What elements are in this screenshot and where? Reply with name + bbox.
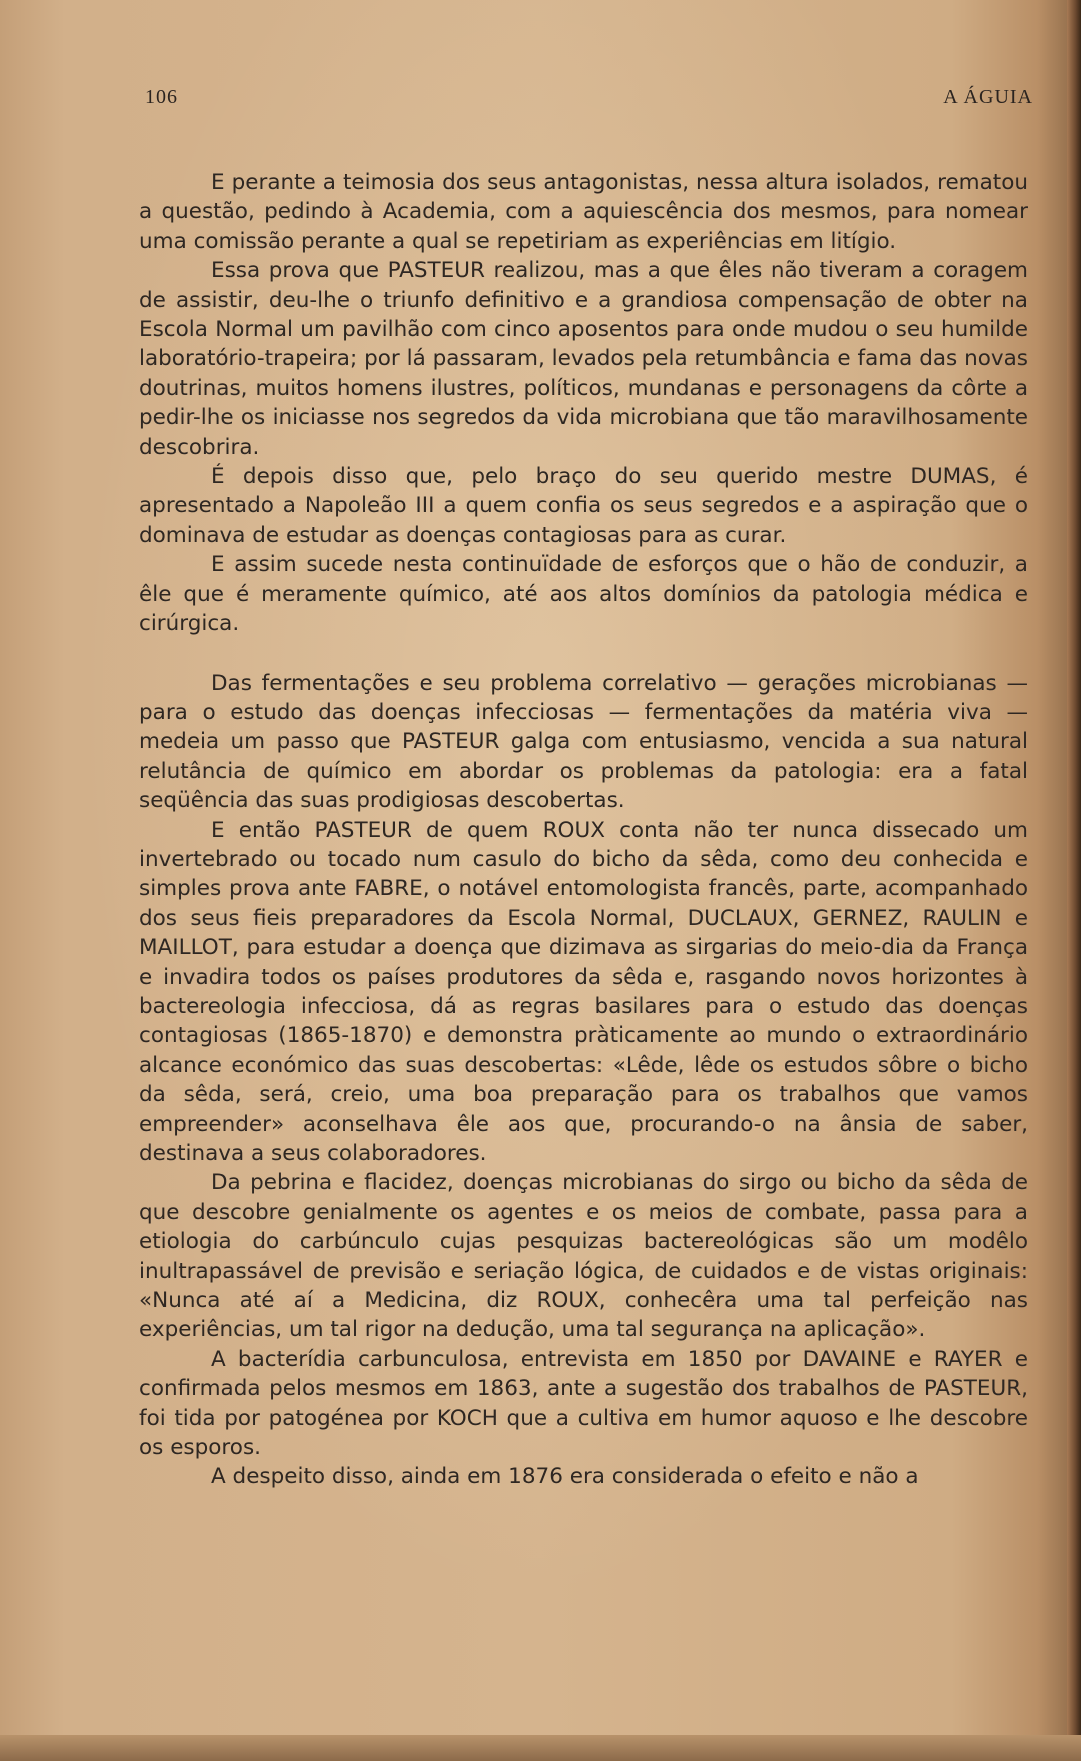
page-bottom-edge [0,1735,1081,1761]
page-number: 106 [145,86,178,108]
paragraph: Da pebrina e flacidez, doenças microbianas do sirgo ou bicho da sêda de que descobre genialmente os agentes e os meios de combate, passa para a etiologia do carbúnculo cujas pesquizas bactereológicas são um modêlo inultrapassável de previsão e seriação lógica, de cuidados e de vistas originais: «Nunca até aí a Medicina, diz ROUX, conhecêra uma tal perfeição nas experiências, um tal rigor na dedução, uma tal segurança na aplicação». [139,1170,1028,1343]
paragraph: Essa prova que PASTEUR realizou, mas a que êles não tiveram a coragem de assistir, deu-lhe o triunfo definitivo e a grandiosa compensação de obter na Escola Normal um pavilhão com cinco aposentos para onde mudou o seu humilde laboratório-trapeira; por lá passaram, levados pela retumbância e fama das novas doutrinas, muitos homens ilustres, políticos, mundanas e personagens da côrte a pedir-lhe os iniciasse nos segredos da vida microbiana que tão maravilhosamente descobrira. [139,258,1028,460]
paragraph: É depois disso que, pelo braço do seu querido mestre DUMAS, é apresentado a Napoleão III a quem confia os seus segredos e a aspiração que o dominava de estudar as doenças contagiosas para as curar. [139,464,1028,548]
paragraph: E perante a teimosia dos seus antagonistas, nessa altura isolados, rematou a questão, pedindo à Academia, com a aquiescência dos mesmos, para nomear uma comissão perante a qual se repetiriam as experiências em litígio. [139,170,1028,254]
paragraph: A despeito disso, ainda em 1876 era considerada o efeito e não a [211,1464,919,1490]
body-text [139,168,1028,1492]
paragraph: E assim sucede nesta continuïdade de esforços que o hão de conduzir, a êle que é meramente químico, até aos altos domínios da patologia médica e cirúrgica. [139,552,1028,637]
paragraph: Das fermentações e seu problema correlativo — gerações microbianas — para o estudo das doenças infecciosas — fermentações da matéria viva — medeia um passo que PASTEUR galga com entusiasmo, vencida a sua natural relutância de químico em abordar os problemas da patologia: era a fatal seqüência das suas prodigiosas descobertas. [139,670,1028,814]
page-edge-shadow [1067,0,1081,1761]
running-header [145,86,1033,116]
paragraph: E então PASTEUR de quem ROUX conta não ter nunca dissecado um invertebrado ou tocado num casulo do bicho da sêda, como deu conhecida e simples prova ante FABRE, o notável entomologista francês, parte, acompanhado dos seus fieis preparadores da Escola Normal, DUCLAUX, GERNEZ, RAULIN e MAILLOT, para estudar a doença que dizimava as sirgarias do meio-dia da França e invadira todos os países produtores da sêda e, rasgando novos horizontes à bactereologia infecciosa, dá as regras basilares para o estudo das doenças contagiosas (1865-1870) e demonstra pràticamente ao mundo o extraordinário alcance económico das suas descobertas: «Lêde, lêde os estudos sôbre o bicho da sêda, será, creio, uma boa preparação para os trabalhos que vamos empreender» aconselhava êle aos que, procurando-o na ânsia de saber, destinava a seus colaboradores. [139,817,1028,1166]
paragraph: A bacterídia carbunculosa, entrevista em 1850 por DAVAINE e RAYER e confirmada pelos mesmos em 1863, ante a sugestão dos trabalhos de PASTEUR, foi tida por patogénea por KOCH que a cultiva em humor aquoso e lhe descobre os esporos. [139,1346,1028,1461]
running-title: A ÁGUIA [943,86,1033,108]
